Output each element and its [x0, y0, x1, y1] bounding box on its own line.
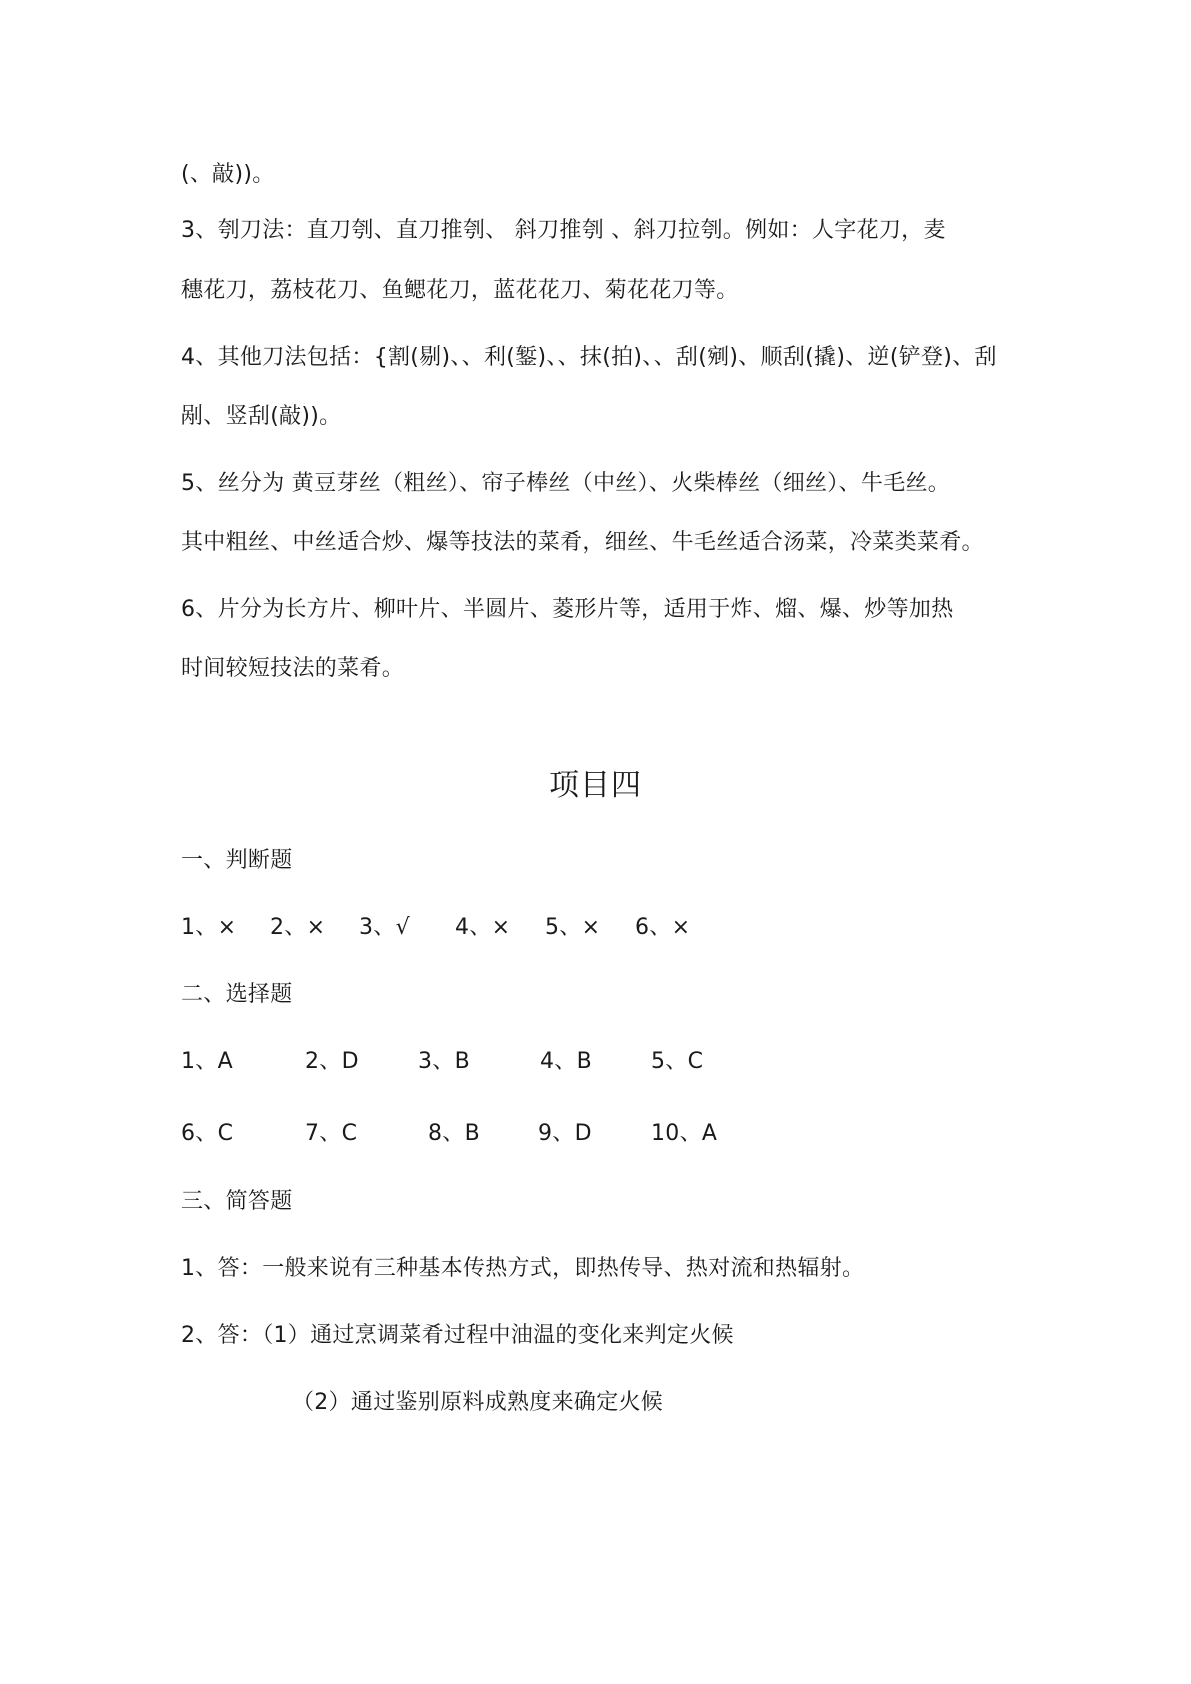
item-5-line-1: 5、丝分为 黄豆芽丝（粗丝）、帘子棒丝（中丝）、火柴棒丝（细丝）、牛毛丝。 — [181, 471, 951, 496]
judgment-heading: 一、判断题 — [181, 848, 293, 873]
answer-item: 3、B — [418, 1049, 470, 1074]
item-5-line-2: 其中粗丝、中丝适合炒、爆等技法的菜肴，细丝、牛毛丝适合汤菜，冷菜类菜肴。 — [181, 530, 984, 555]
item-4-line-1: 4、其他刀法包括：{割(剔)、、利(錾)、、抹(拍)、、刮(剜)、顺刮(撬)、逆(铲登)、刮 — [181, 345, 997, 370]
answer-item: 5、C — [651, 1049, 704, 1074]
answer-item: 1、× — [181, 915, 237, 940]
short-answer-q1: 1、答：一般来说有三种基本传热方式，即热传导、热对流和热辐射。 — [181, 1256, 865, 1281]
choice-heading: 二、选择题 — [181, 982, 293, 1007]
answer-item: 2、× — [270, 915, 326, 940]
answer-item: 8、B — [428, 1121, 480, 1146]
item-6-line-2: 时间较短技法的菜肴。 — [181, 656, 405, 681]
answer-item: 7、C — [305, 1121, 358, 1146]
item-3-line-2: 穗花刀，荔枝花刀、鱼鳃花刀，蓝花花刀、菊花花刀等。 — [181, 278, 739, 303]
item-4-line-2: 剐、竖刮(敲))。 — [181, 404, 342, 429]
item-3-line-1: 3、刳刀法：直刀刳、直刀推刳、 斜刀推刳 、斜刀拉刳。例如：人字花刀，麦 — [181, 218, 946, 243]
answer-item: 10、A — [651, 1121, 718, 1146]
continuation-text: (、敲))。 — [181, 162, 275, 187]
short-answer-q2-line-1: 2、答：（1）通过烹调菜肴过程中油温的变化来判定火候 — [181, 1323, 734, 1348]
answer-item: 9、D — [538, 1121, 592, 1146]
short-answer-q2-line-2: （2）通过鉴别原料成熟度来确定火候 — [292, 1390, 664, 1415]
short-answer-heading: 三、简答题 — [181, 1189, 293, 1214]
answer-item: 4、× — [455, 915, 511, 940]
answer-item: 2、D — [305, 1049, 359, 1074]
answer-item: 6、× — [635, 915, 691, 940]
answer-item: 6、C — [181, 1121, 234, 1146]
answer-item: 5、× — [545, 915, 601, 940]
answer-item: 1、A — [181, 1049, 233, 1074]
answer-item: 4、B — [540, 1049, 592, 1074]
section-title: 项目四 — [549, 768, 642, 803]
answer-item: 3、√ — [359, 915, 410, 940]
item-6-line-1: 6、片分为长方片、柳叶片、半圆片、菱形片等，适用于炸、熘、爆、炒等加热 — [181, 597, 954, 622]
